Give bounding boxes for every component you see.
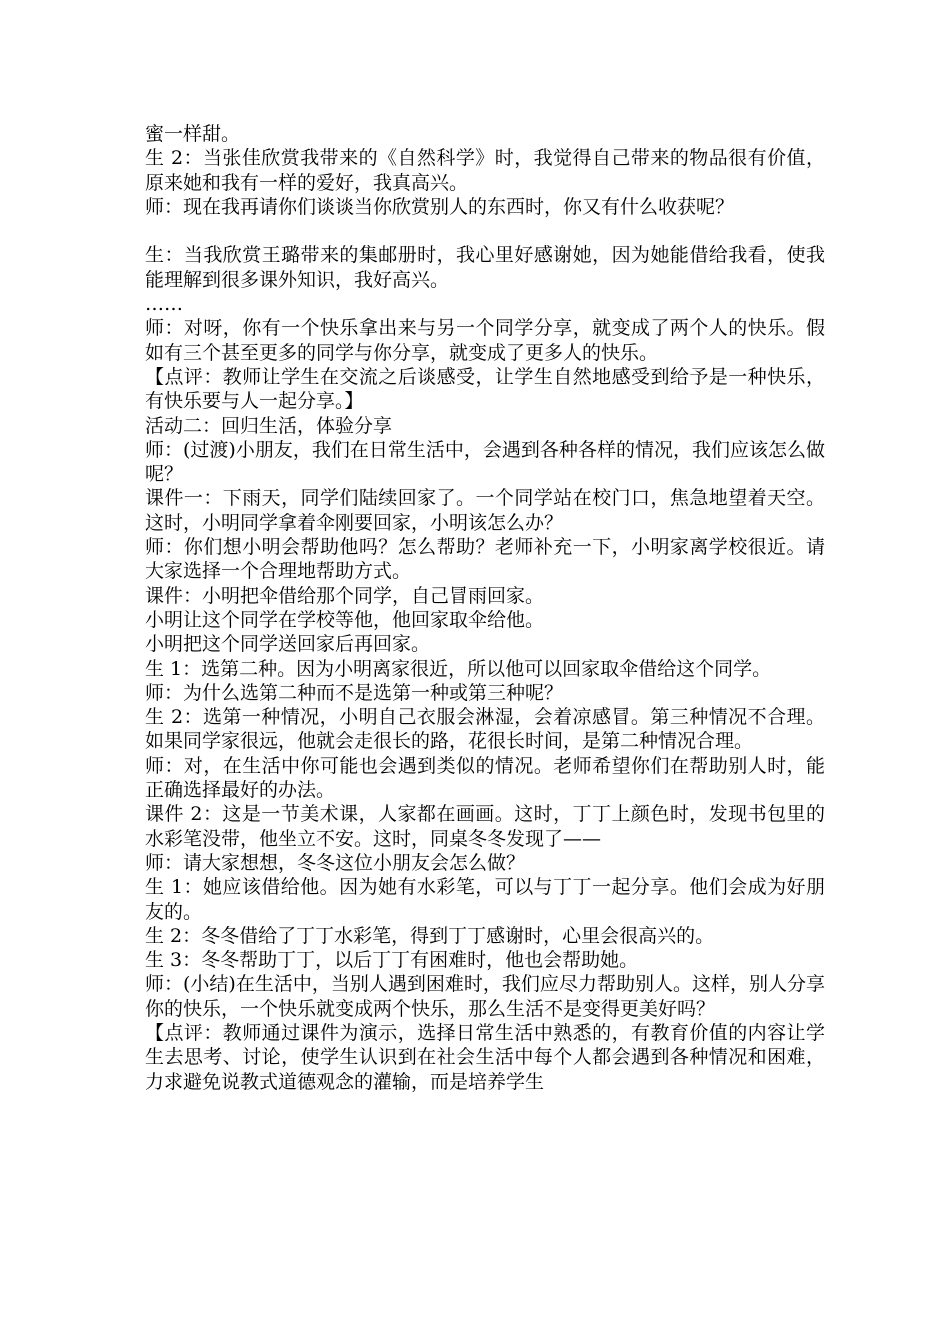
comment-paragraph: 【点评：教师让学生在交流之后谈感受，让学生自然地感受到给予是一种快乐，有快乐要与人一起分享。】 [145, 365, 825, 413]
paragraph: 生 2：当张佳欣赏我带来的《自然科学》时，我觉得自己带来的物品很有价值，原来她和我有一样的爱好，我真高兴。 [145, 147, 825, 194]
paragraph: 生 2：选第一种情况，小明自己衣服会淋湿，会着凉感冒。第三种情况不合理。如果同学家很远，他就会走很长的路，花很长时间，是第二种情况合理。 [145, 706, 825, 753]
paragraph: 课件：小明把伞借给那个同学，自己冒雨回家。 [145, 584, 545, 607]
paragraph: 生 1：她应该借给他。因为她有水彩笔，可以与丁丁一起分享。他们会成为好朋友的。 [145, 876, 825, 923]
paragraph: 课件 2：这是一节美术课，人家都在画画。这时，丁丁上颜色时，发现书包里的水彩笔没带，他坐立不安。这时，同桌冬冬发现了—— [145, 803, 825, 850]
paragraph: 师：(过渡)小朋友，我们在日常生活中，会遇到各种各样的情况，我们应该怎么做呢？ [145, 438, 825, 486]
comment-paragraph: 【点评：教师通过课件为演示，选择日常生活中熟悉的，有教育价值的内容让学生去思考、讨论，使学生认识到在社会生活中每个人都会遇到各种情况和困难，力求避免说教式道德观念的灌输，而是培养学生 [145, 1021, 825, 1093]
paragraph: 小明让这个同学在学校等他，他回家取伞给他。 [145, 608, 545, 631]
paragraph: 生 1：选第二种。因为小明离家很近，所以他可以回家取伞借给这个同学。 [145, 657, 772, 680]
paragraph: 生 3：冬冬帮助丁丁，以后丁丁有困难时，他也会帮助她。 [145, 949, 639, 972]
paragraph: 师：现在我再请你们谈谈当你欣赏别人的东西时，你又有什么收获呢？ [145, 195, 735, 218]
paragraph: 师：你们想小明会帮助他吗？怎么帮助？老师补充一下，小明家离学校很近。请大家选择一个合理地帮助方式。 [145, 536, 825, 583]
paragraph: 蜜一样甜。 [145, 123, 241, 145]
paragraph: 课件一：下雨天，同学们陆续回家了。一个同学站在校门口，焦急地望着天空。这时，小明同学拿着伞刚要回家，小明该怎么办？ [145, 487, 825, 534]
paragraph: 生 2：冬冬借给了丁丁水彩笔，得到丁丁感谢时，心里会很高兴的。 [145, 924, 715, 947]
paragraph: 师：对呀，你有一个快乐拿出来与另一个同学分享，就变成了两个人的快乐。假如有三个甚至更多的同学与你分享，就变成了更多人的快乐。 [145, 317, 825, 364]
blank-line [145, 219, 825, 243]
paragraph: 小明把这个同学送回家后再回家。 [145, 633, 431, 656]
ellipsis-line: …… [145, 293, 183, 316]
paragraph: 师：(小结)在生活中，当别人遇到困难时，我们应尽力帮助别人。这样，别人分享你的快乐，一个快乐就变成两个快乐，那么生活不是变得更美好吗？ [145, 973, 825, 1020]
paragraph: 师：为什么选第二种而不是选第一种或第三种呢？ [145, 681, 564, 704]
paragraph: 师：对，在生活中你可能也会遇到类似的情况。老师希望你们在帮助别人时，能正确选择最好的办法。 [145, 754, 825, 802]
section-heading: 活动二：回归生活，体验分享 [145, 414, 393, 437]
paragraph: 生：当我欣赏王璐带来的集邮册时，我心里好感谢她，因为她能借给我看，使我能理解到很多课外知识，我好高兴。 [145, 244, 825, 291]
paragraph: 师：请大家想想，冬冬这位小朋友会怎么做？ [145, 851, 526, 874]
document-body [145, 122, 825, 1094]
